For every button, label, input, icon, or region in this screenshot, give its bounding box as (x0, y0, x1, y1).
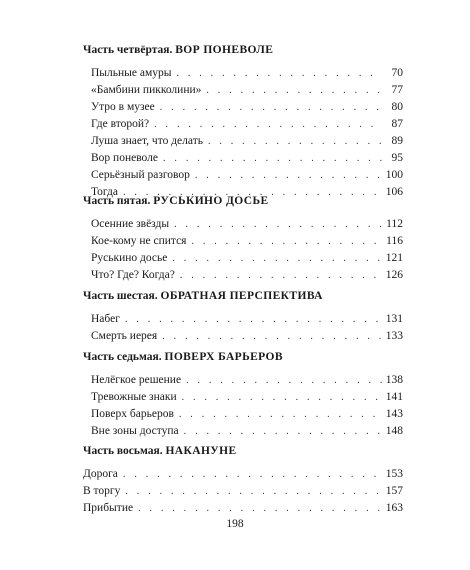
toc-entry-page: 89 (391, 135, 403, 147)
toc-entry-title: Утро в музее (91, 101, 155, 113)
toc-entry-page: 163 (385, 502, 403, 514)
toc-entry-page: 95 (391, 152, 403, 164)
toc-entry-page: 143 (385, 408, 403, 420)
toc-section-part-7 (83, 350, 403, 440)
dot-leader (206, 82, 382, 99)
toc-entry-title: В торгу (83, 485, 121, 497)
dot-leader (160, 99, 382, 116)
toc-entry[interactable] (83, 116, 403, 133)
dot-leader (125, 311, 382, 328)
dot-leader (182, 389, 382, 406)
toc-entry-title: Поверх барьеров (91, 408, 174, 420)
dot-leader (186, 372, 382, 389)
toc-entry-page: 100 (385, 169, 403, 181)
dot-leader (208, 133, 382, 150)
dot-leader (174, 216, 382, 233)
toc-entry-title: Что? Где? Когда? (91, 269, 175, 281)
toc-entry-page: 141 (385, 391, 403, 403)
section-heading (83, 194, 403, 208)
section-heading (83, 43, 403, 57)
toc-entry-title: «Бамбини пикколини» (91, 84, 202, 96)
dot-leader (138, 500, 382, 517)
toc-entry-page: 112 (386, 218, 403, 230)
toc-entry-title: Где второй? (91, 118, 150, 130)
toc-section-part-6 (83, 289, 403, 345)
dot-leader (154, 116, 382, 133)
section-heading (83, 289, 403, 303)
section-heading (83, 444, 403, 458)
toc-entry-title: Прибытие (83, 502, 134, 514)
toc-entry-title: Вор поневоле (91, 152, 159, 164)
toc-entry[interactable] (83, 65, 403, 82)
toc-entry-page: 131 (385, 313, 403, 325)
toc-entry-page: 148 (385, 425, 403, 437)
toc-entry-page: 126 (385, 269, 403, 281)
toc-entry-page: 116 (386, 235, 403, 247)
toc-entry-page: 157 (385, 485, 403, 497)
toc-entry[interactable] (83, 167, 403, 184)
toc-entry[interactable] (83, 267, 403, 284)
dot-leader (195, 167, 382, 184)
section-entries (83, 372, 403, 440)
section-entries (83, 65, 403, 201)
dot-leader (172, 250, 382, 267)
section-part-name: ОБРАТНАЯ ПЕРСПЕКТИВА (160, 290, 323, 302)
toc-entry-title: Нелёгкое решение (91, 374, 182, 386)
toc-entry-page: 133 (385, 330, 403, 342)
dot-leader (176, 65, 382, 82)
section-part-label: Часть четвёртая. (83, 44, 173, 56)
toc-entry[interactable] (83, 250, 403, 267)
section-part-name: ВОР ПОНЕВОЛЕ (175, 44, 274, 56)
section-part-name: ПОВЕРХ БАРЬЕРОВ (164, 351, 283, 363)
toc-entry-page: 121 (385, 252, 403, 264)
toc-entry-page: 80 (391, 101, 403, 113)
toc-entry[interactable] (83, 372, 403, 389)
toc-entry-page: 87 (391, 118, 403, 130)
toc-section-part-8 (83, 444, 403, 517)
section-part-label: Часть восьмая. (83, 445, 163, 457)
toc-entry[interactable] (83, 423, 403, 440)
dot-leader (184, 423, 382, 440)
dot-leader (162, 328, 382, 345)
toc-entry[interactable] (83, 133, 403, 150)
toc-entry-title: Кое-кому не спится (91, 235, 187, 247)
dot-leader (123, 466, 382, 483)
toc-section-part-4 (83, 43, 403, 201)
toc-entry[interactable] (83, 311, 403, 328)
section-part-name: РУСЬКИНО ДОСЬЕ (153, 195, 269, 207)
section-entries (83, 311, 403, 345)
toc-entry-page: 138 (385, 374, 403, 386)
toc-entry[interactable] (83, 233, 403, 250)
section-heading (83, 350, 403, 364)
toc-entry-title: Осенние звёзды (91, 218, 170, 230)
toc-section-part-5 (83, 194, 403, 284)
toc-entry[interactable] (83, 82, 403, 99)
toc-entry[interactable] (83, 406, 403, 423)
toc-entry[interactable] (83, 500, 403, 517)
section-entries (83, 216, 403, 284)
toc-entry-title: Пыльные амуры (91, 67, 172, 79)
section-entries (83, 466, 403, 517)
toc-entry[interactable] (83, 466, 403, 483)
dot-leader (125, 483, 382, 500)
section-part-label: Часть седьмая. (83, 351, 162, 363)
toc-entry-title: Тогда (91, 186, 119, 198)
toc-entry-title: Тревожные знаки (91, 391, 177, 403)
toc-entry-title: Смерть иерея (91, 330, 158, 342)
toc-entry-page: 70 (391, 67, 403, 79)
toc-entry-title: Дорога (83, 468, 118, 480)
toc-entry[interactable] (83, 99, 403, 116)
toc-entry-title: Руськино досье (91, 252, 168, 264)
dot-leader (180, 267, 382, 284)
toc-entry-title: Луша знает, что делать (91, 135, 203, 147)
dot-leader (191, 233, 382, 250)
toc-entry[interactable] (83, 150, 403, 167)
toc-entry-page: 106 (385, 186, 403, 198)
toc-entry[interactable] (83, 216, 403, 233)
toc-entry[interactable] (83, 328, 403, 345)
toc-entry-page: 153 (385, 468, 403, 480)
dot-leader (179, 406, 382, 423)
page-number: 198 (226, 518, 244, 530)
dot-leader (163, 150, 382, 167)
toc-entry-title: Серьёзный разговор (91, 169, 190, 181)
toc-entry-title: Набег (91, 313, 120, 325)
section-part-label: Часть пятая. (83, 195, 151, 207)
section-part-label: Часть шестая. (83, 290, 158, 302)
toc-entry[interactable] (83, 389, 403, 406)
section-part-name: НАКАНУНЕ (165, 445, 237, 457)
toc-entry-page: 77 (391, 84, 403, 96)
toc-entry-title: Вне зоны доступа (91, 425, 179, 437)
toc-entry[interactable] (83, 483, 403, 500)
